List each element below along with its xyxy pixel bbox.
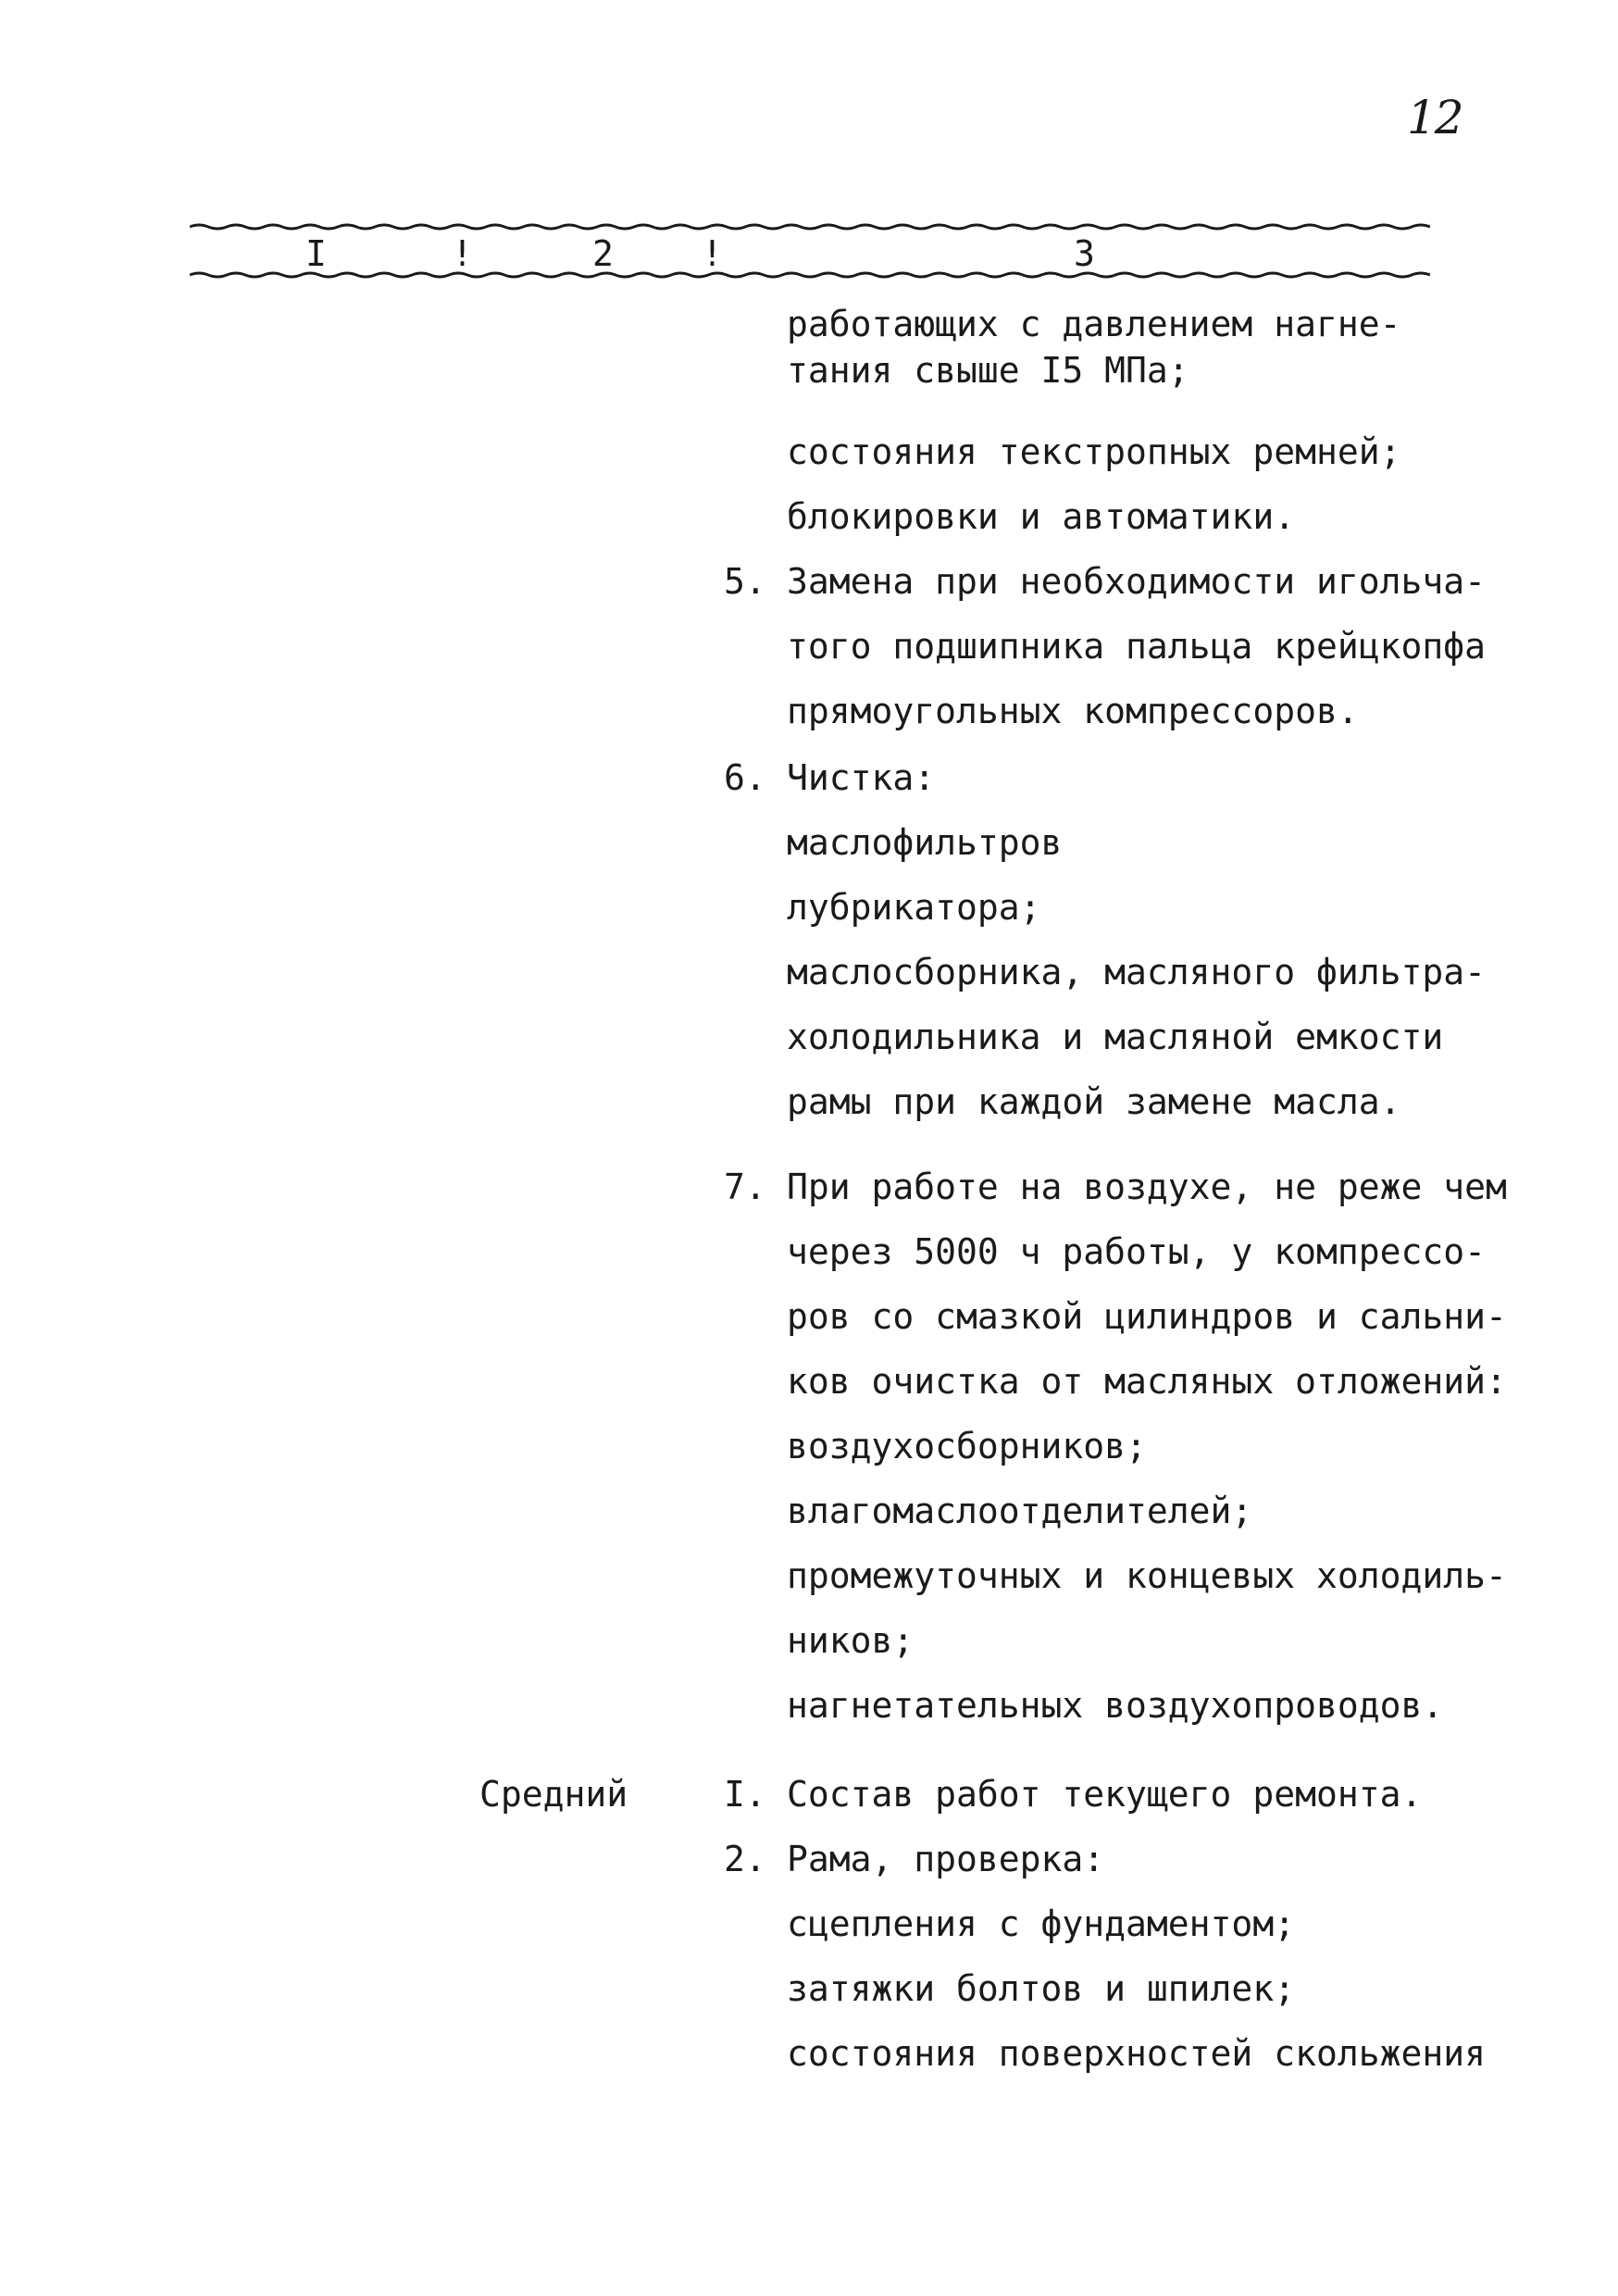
text-line: При работе на воздухе, не реже чем xyxy=(787,1167,1507,1207)
text-line: Состав работ текущего ремонта. xyxy=(787,1774,1423,1815)
text-line: ников; xyxy=(787,1620,915,1661)
text-line: маслофильтров xyxy=(787,822,1063,863)
text-line: маслосборника, масляного фильтра- xyxy=(787,952,1486,992)
text-line: нагнетательных воздухопроводов. xyxy=(787,1685,1444,1726)
text-line: Замена при необходимости игольча- xyxy=(787,561,1486,602)
text-line: лубрикатора; xyxy=(787,887,1041,928)
text-line: состояния поверхностей скольжения xyxy=(787,2033,1486,2074)
column-separator-1: ! xyxy=(452,233,473,274)
item-number-5: 5. xyxy=(724,561,766,602)
text-line: ров со смазкой цилиндров и сальни- xyxy=(787,1296,1507,1337)
text-line: влагомаслоотделителей; xyxy=(787,1491,1253,1531)
item-number-2: 2. xyxy=(724,1839,766,1879)
item-number-7: 7. xyxy=(724,1167,766,1207)
table-top-rule xyxy=(190,220,1430,233)
text-line: холодильника и масляной емкости xyxy=(787,1017,1444,1057)
text-line: ков очистка от масляных отложений: xyxy=(787,1361,1507,1402)
column-number-3: 3 xyxy=(1074,233,1095,274)
page-number: 12 xyxy=(1407,91,1462,144)
text-line: промежуточных и концевых холодиль- xyxy=(787,1555,1507,1596)
item-number-1: I. xyxy=(724,1774,766,1815)
text-line: сцепления с фундаментом; xyxy=(787,1903,1296,1944)
repair-type-label: Средний xyxy=(479,1774,629,1815)
column-number-2: 2 xyxy=(592,233,614,274)
table-header-bottom-rule xyxy=(190,268,1430,281)
text-line: тания свыше I5 МПа; xyxy=(787,350,1189,391)
text-line: затяжки болтов и шпилек; xyxy=(787,1968,1296,2009)
text-line: того подшипника пальца крейцкопфа xyxy=(787,626,1486,667)
column-separator-2: ! xyxy=(702,233,723,274)
text-line: блокировки и автоматики. xyxy=(787,496,1296,537)
text-line: через 5000 ч работы, у компрессо- xyxy=(787,1231,1486,1272)
column-number-1: I xyxy=(305,233,327,274)
text-line: прямоугольных компрессоров. xyxy=(787,691,1359,731)
text-line: Рама, проверка: xyxy=(787,1839,1105,1879)
text-line: работающих с давлением нагне- xyxy=(787,304,1401,344)
text-line: воздухосборников; xyxy=(787,1426,1147,1466)
text-line: Чистка: xyxy=(787,757,936,798)
item-number-6: 6. xyxy=(724,757,766,798)
text-line: рамы при каждой замене масла. xyxy=(787,1081,1401,1122)
text-line: состояния текстропных ремней; xyxy=(787,431,1401,472)
